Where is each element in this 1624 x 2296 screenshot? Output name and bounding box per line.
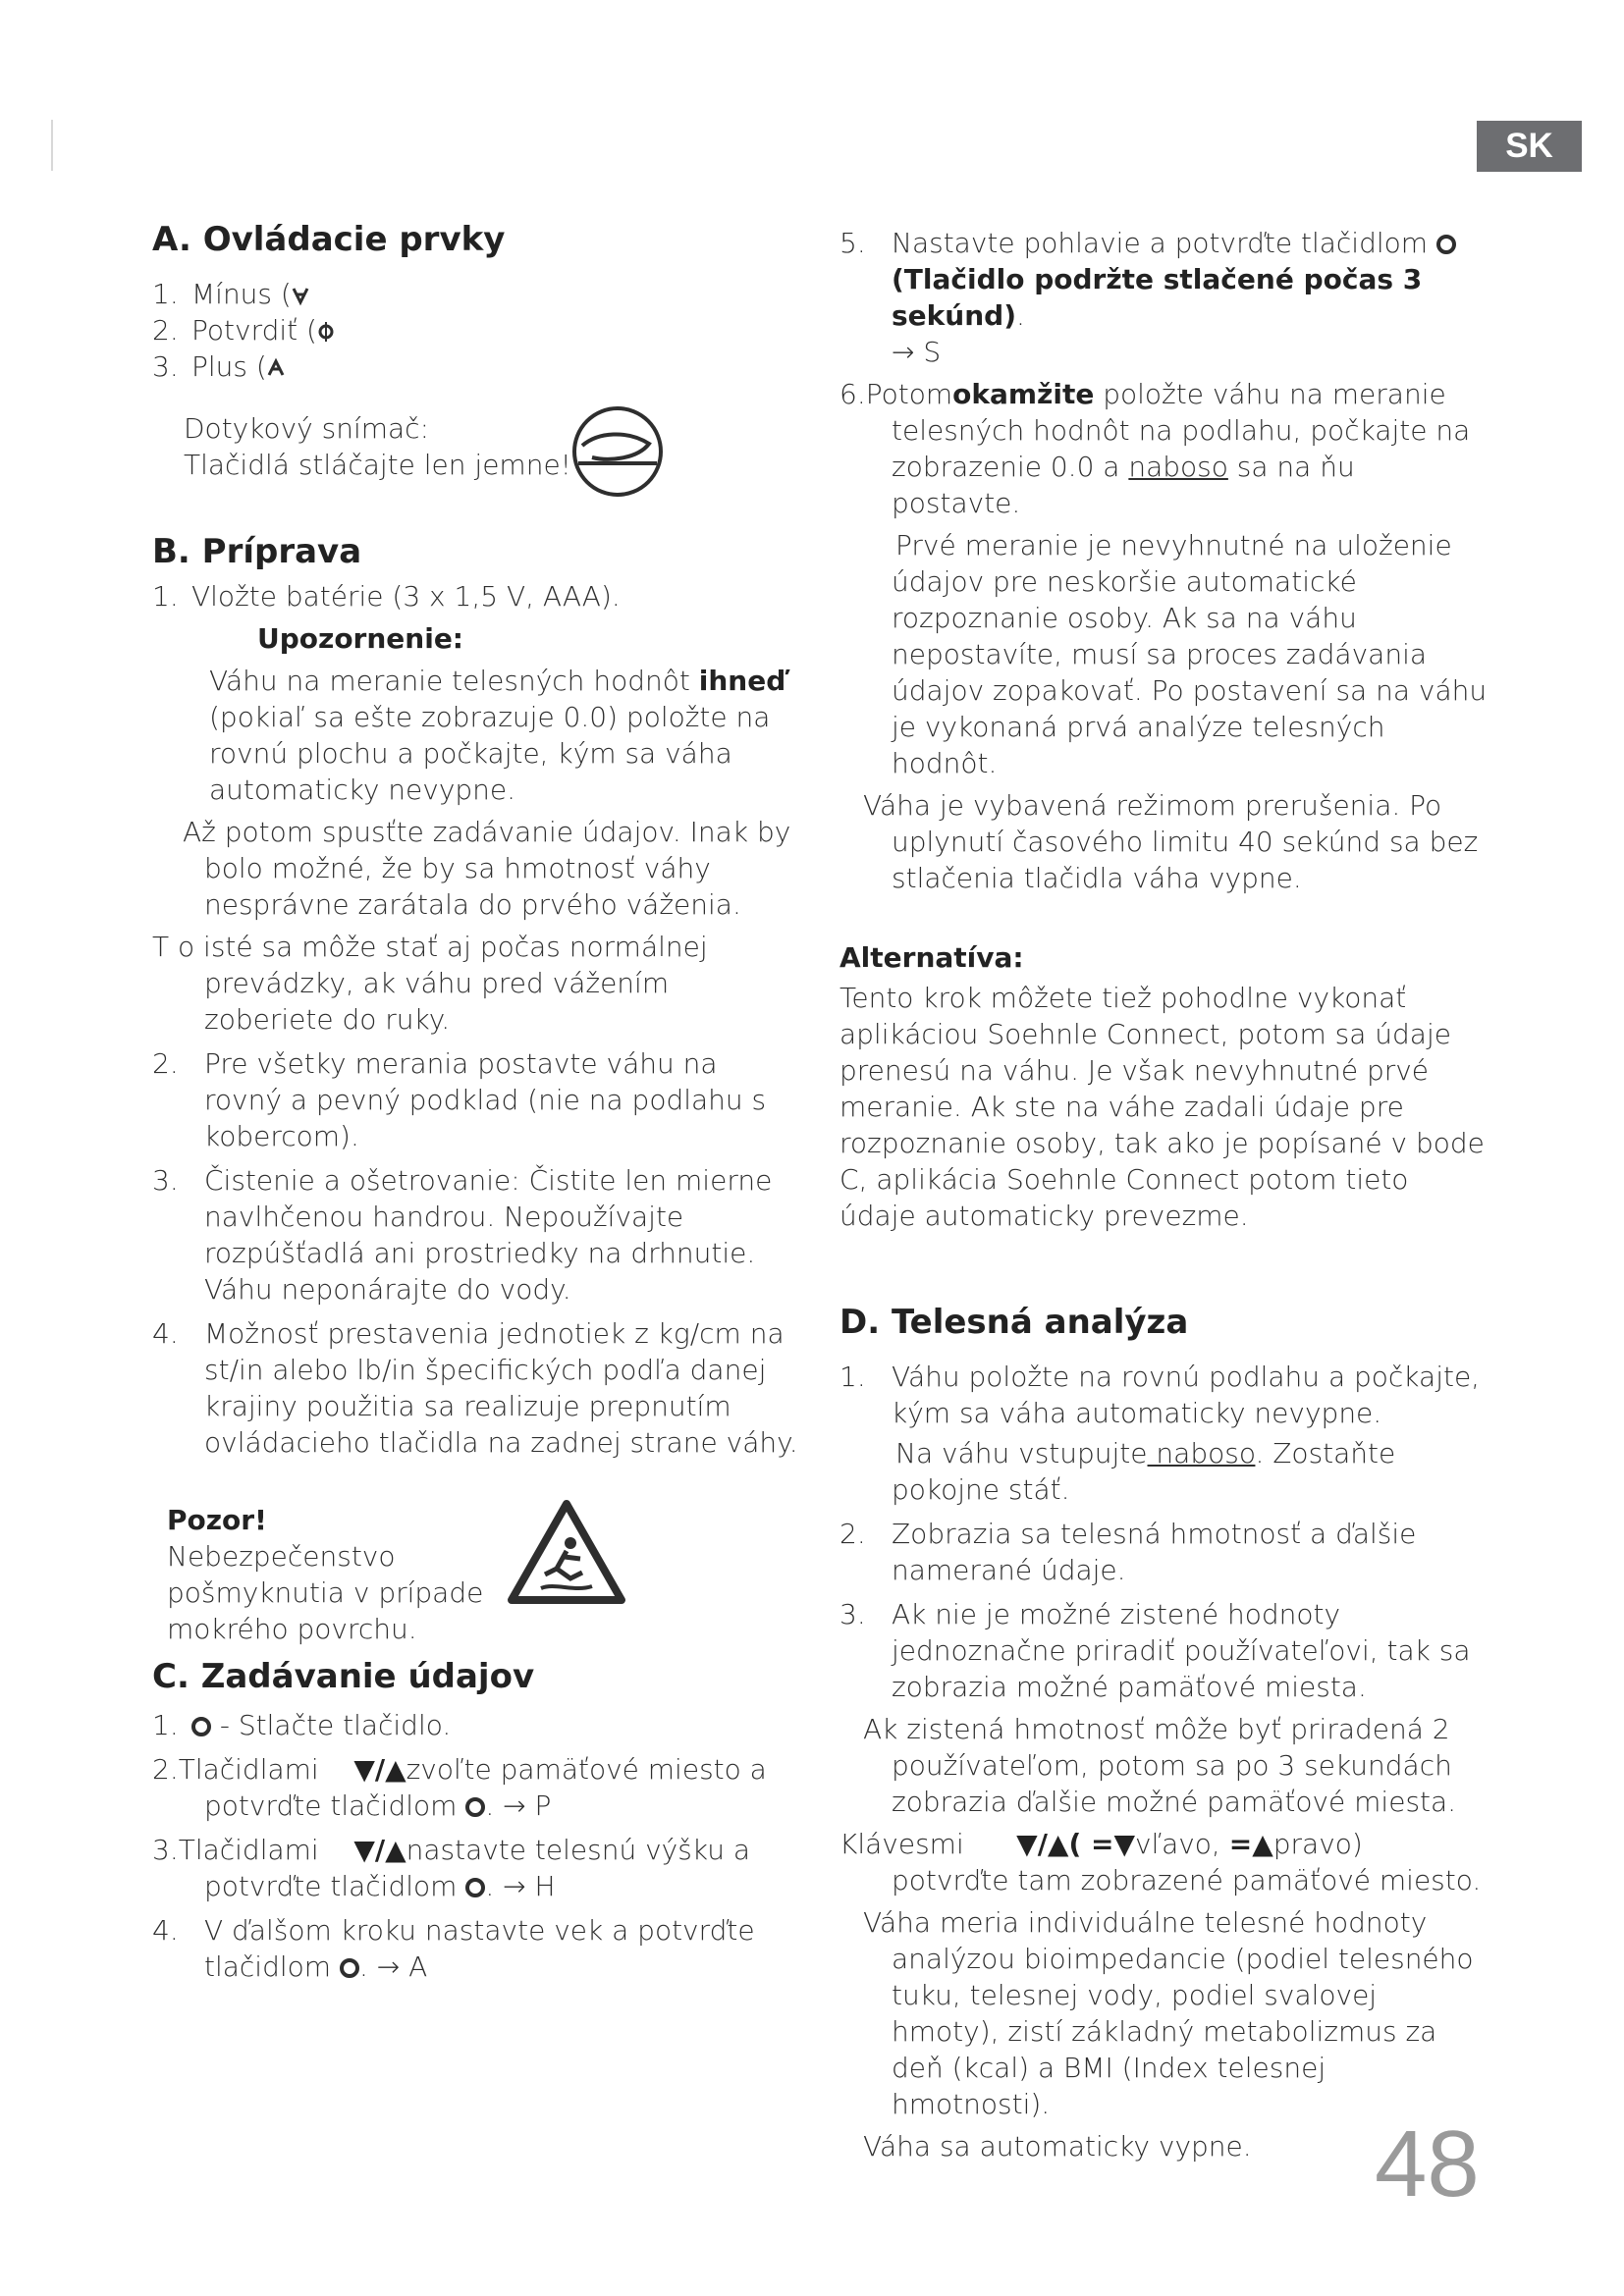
list-item: 3. Ak nie je možné zistené hodnoty jednoznačne priradiť používateľovi, tak sa zobrazia možné pamäťové miesta. — [839, 1598, 1471, 1703]
language-tab: SK — [1477, 121, 1582, 172]
section-c-title: C. Zadávanie údajov — [152, 1657, 535, 1696]
paragraph: Váha meria individuálne telesné hodnoty analýzou bioimpedancie (podiel telesného tuku, telesnej vody, podiel svalovej hmoty), zistí základný metabolizmus za deň (kcal) a BMI (Index telesnej hmotnosti). — [863, 1906, 1474, 2120]
list-item: 6.Potomokamžite položte váhu na meranie telesných hodnôt na podlahu, počkajte na zobrazenie 0.0 a naboso sa na ňu postavte. — [839, 378, 1471, 519]
list-item: 4. V ďalšom kroku nastavte vek a potvrďte tlačidlom . → A — [152, 1914, 755, 1983]
list-item: 2. Pre všetky merania postavte váhu na rovný a pevný podklad (nie na podlahu s kobercom). — [152, 1047, 767, 1152]
margin-rule — [51, 120, 53, 171]
list-item: 5. Nastavte pohlavie a potvrďte tlačidlom (Tlačidlo podržte stlačené počas 3 sekúnd). → S — [839, 225, 1488, 370]
minus-plus-keys-icon: ▼/▲ — [353, 1753, 406, 1786]
paragraph: Tento krok môžete tiež pohodlne vykonať aplikáciou Soehnle Connect, potom sa údaje prenesú na váhu. Je však nevyhnutné prvé meranie. Ak ste na váhe zadali údaje pre rozpoznanie osoby, tak ako je popísané v bode C, aplikácia Soehnle Connect potom tieto údaje automaticky prevezme. — [839, 982, 1485, 1232]
confirm-button-icon — [465, 1797, 485, 1817]
paragraph: Prvé meranie je nevyhnutné na uloženie údajov pre neskoršie automatické rozpoznanie osoby. Ak sa na váhu nepostavíte, musí sa proces zadávania údajov zopakovať. Po postavení sa na váhu je vykonaná prvá analýze telesných hodnôt. — [892, 529, 1488, 779]
confirm-button-icon — [317, 320, 335, 344]
section-b-title: B. Príprava — [152, 532, 362, 571]
minus-plus-keys-icon: ▼/▲( =▼ — [1016, 1828, 1135, 1860]
paragraph: T o isté sa môže stať aj počas normálnej prevádzky, ak váhu pred vážením zoberiete do ruky. — [152, 931, 708, 1036]
warning-title: Upozornenie: — [257, 622, 463, 655]
right-column — [839, 225, 1488, 2164]
confirm-button-icon — [465, 1878, 485, 1897]
left-column — [152, 222, 800, 1985]
list-item: 3.Tlačidlami ▼/▲nastavte telesnú výšku a potvrďte tlačidlom . → H — [152, 1834, 750, 1902]
plus-button-icon — [267, 357, 285, 379]
list-item: 2. Potvrdiť ( — [152, 312, 800, 348]
caution-note: Pozor! Nebezpečenstvo pošmyknutia v prípade mokrého povrchu. — [152, 1502, 501, 1620]
confirm-button-icon — [1436, 235, 1456, 254]
confirm-button-icon — [340, 1958, 359, 1978]
list-item: 3. Plus ( — [152, 348, 800, 385]
section-a-title: A. Ovládacie prvky — [152, 220, 506, 259]
list-item: 3. Čistenie a ošetrovanie: Čistite len mierne navlhčenou handrou. Nepoužívajte rozpúšťadlá ani prostriedky na drhnutie. Váhu neponárajte do vody. — [152, 1164, 773, 1306]
controls-list — [152, 276, 800, 385]
touch-sensor-icon — [568, 402, 667, 501]
paragraph: Na váhu vstupujte naboso. Zostaňte pokojne stáť. — [892, 1437, 1396, 1506]
list-item: 1. Váhu položte na rovnú podlahu a počkajte, kým sa váha automaticky nevypne. — [839, 1361, 1481, 1429]
paragraph: Váha sa automaticky vypne. — [863, 2130, 1252, 2163]
alternative-title: Alternatíva: — [839, 941, 1024, 974]
list-item: 2. Zobrazia sa telesná hmotnosť a ďalšie namerané údaje. — [839, 1518, 1417, 1586]
confirm-button-icon — [191, 1717, 211, 1736]
list-item: 1. Vložte batérie (3 x 1,5 V, AAA). — [152, 580, 621, 613]
touch-sensor-note: Dotykový snímač: Tlačidlá stláčajte len jemne! — [152, 410, 800, 508]
paragraph: Až potom spusťte zadávanie údajov. Inak by bolo možné, že by sa hmotnosť váhy nesprávne zarátala do prvého váženia. — [183, 816, 791, 921]
slippery-floor-warning-icon — [506, 1498, 627, 1608]
paragraph: Váha je vybavená režimom prerušenia. Po uplynutí časového limitu 40 sekúnd sa bez stlačenia tlačidla váha vypne. — [863, 789, 1479, 894]
paragraph: Ak zistená hmotnosť môže byť priradená 2 používateľom, potom sa po 3 sekundách zobrazia ďalšie možné pamäťové miesta. — [863, 1713, 1457, 1818]
warning-text: Váhu na meranie telesných hodnôt ihneď (pokiaľ sa ešte zobrazuje 0.0) položte na rovnú plochu a počkajte, kým sa váha automaticky nevypne. — [209, 665, 786, 806]
list-item: 1. Mínus ( — [152, 276, 800, 312]
list-item: 2.Tlačidlami ▼/▲zvoľte pamäťové miesto a potvrďte tlačidlom . → P — [152, 1753, 767, 1822]
list-item: 1. - Stlačte tlačidlo. — [152, 1709, 452, 1741]
minus-plus-keys-icon: ▼/▲ — [353, 1834, 406, 1866]
minus-button-icon — [292, 285, 309, 306]
section-d-title: D. Telesná analýza — [839, 1303, 1189, 1342]
page-number: 48 — [1375, 2111, 1480, 2216]
plus-key-icon: =▲ — [1228, 1828, 1273, 1860]
list-item: 4. Možnosť prestavenia jednotiek z kg/cm na st/in alebo lb/in špecifických podľa danej krajiny použitia sa realizuje prepnutím ovládacieho tlačidla na zadnej strane váhy. — [152, 1317, 798, 1459]
paragraph: Klávesmi ▼/▲( =▼vľavo, =▲pravo) potvrďte tam zobrazené pamäťové miesto. — [839, 1828, 1482, 1896]
